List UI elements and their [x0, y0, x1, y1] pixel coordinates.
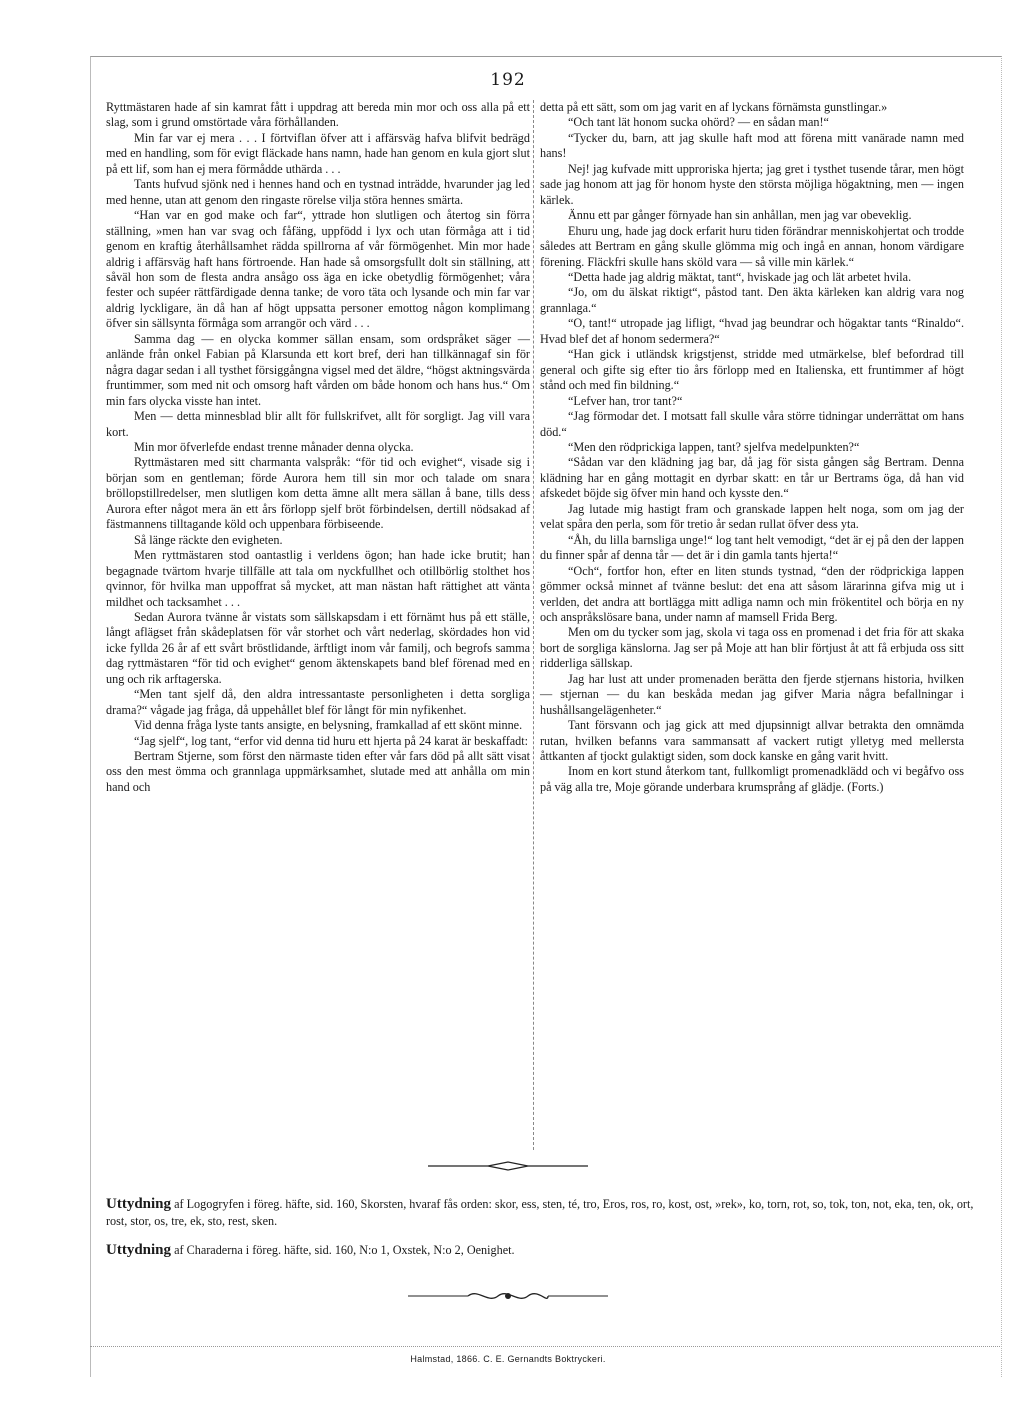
- column-divider: [533, 100, 534, 1150]
- paragraph: Nej! jag kufvade mitt upproriska hjerta; jag gret i tysthet tusende tårar, men högt sade jag honom att jag för honom hyste den största möjliga högaktning, men — ingen kärlek.: [540, 161, 964, 207]
- paragraph: “O, tant!“ utropade jag lifligt, “hvad jag beundrar och högaktar tants “Rinaldo“. Hvad blef det af honom sedermera?“: [540, 316, 964, 346]
- paragraph: Ryttmästaren hade af sin kamrat fått i uppdrag att bereda min mor och oss alla på ett slag, som i grund omstörtade våra förhållanden.: [106, 100, 530, 130]
- paragraph: Min far var ej mera . . . I förtviflan öfver att i affärsväg hafva blifvit bedrägd med en handling, som för evigt fläckade hans namn, hade han genom en kula gjort slut på ett lif, som han ej mera förmådde uthärda . . .: [106, 130, 530, 176]
- paragraph: “Tycker du, barn, att jag skulle haft mod att förena mitt vanärade namn med hans!: [540, 130, 964, 161]
- bottom-rule: [90, 1346, 1000, 1347]
- paragraph: “Åh, du lilla barnsliga unge!“ log tant helt vemodigt, “det är ej på den der lappen du finner spår af denna tår — det är i din gamla tants hjerta!“: [540, 532, 964, 563]
- paragraph: Min mor öfverlefde endast trenne månader denna olycka.: [134, 439, 414, 454]
- paragraph: Men om du tycker som jag, skola vi taga oss en promenad i det fria för att skaka bort de sorgliga känslorna. Jag ser på Moje att han blir förtjust åt att få erbjuda oss sitt ridderliga sällskap.: [540, 625, 964, 671]
- ornament-divider-bottom: [0, 1288, 1016, 1308]
- paragraph: Vid denna fråga lyste tants ansigte, en belysning, framkallad af ett skönt minne.: [134, 718, 523, 733]
- page-number: 192: [490, 70, 526, 90]
- paragraph: “Han var en god make och far“, yttrade hon slutligen och återtog sin förra ställning, »men han var svag och fåfäng, uppfödd i lyx och utan förmåga att i tid genom en kraftig återhållsamhet rädda spillrorna af vår förmögenhet. Min mor hade aldrig i affärsväg haft hans förtroende. Han hade så omsorgsfullt dolt sin ställning, att såväl hon som de flesta andra ansågo oss äga en icke obetydlig förmögenhet; våra fester och supéer rättfärdigade denna tanke; de voro täta och lysande och min far var aldrig lyckligare, än då han af högt uppsatta personer emottog någon komplimang öfver sin sällsynta förmåga som arrangör och värd . . .: [106, 208, 530, 331]
- paragraph: “Detta hade jag aldrig mäktat, tant“, hviskade jag och lät arbetet hvila.: [568, 269, 912, 284]
- paragraph: Jag lutade mig hastigt fram och granskade lappen helt noga, som om jag der velat spåra den perla, som för tretio år sedan rullat öfver dess yta.: [540, 501, 964, 532]
- right-column: [540, 100, 964, 795]
- paragraph: Men — detta minnesblad blir allt för fullskrifvet, allt för sorgligt. Jag vill vara kort.: [106, 409, 530, 439]
- paragraph: Tants hufvud sjönk ned i hennes hand och en tystnad inträdde, hvarunder jag led med henne, utan att genom den ringaste rörelse vilja störa hennes smärta.: [106, 177, 530, 207]
- paragraph: Ännu ett par gånger förnyade han sin anhållan, men jag var obeveklig.: [568, 208, 912, 223]
- paragraph: Bertram Stjerne, som först den närmaste tiden efter vår fars död på allt sätt visat oss den mest ömma och grannlaga uppmärksamhet, slutade med att anhålla om min hand och: [106, 749, 530, 794]
- paragraph: Ryttmästaren med sitt charmanta valspråk: “för tid och evighet“, visade sig i början som en gentleman; förde Aurora hem till sin mor och talade om snara bröllopstillredelser, men slutligen kom detta ämne allt mera sällan å bane, tills dess Aurora efter något mera än ett års förlopp sjelf bröt förbindelsen, dertill nödsakad af fästmannens tilltagande köld och uppenbara förbiseende.: [106, 455, 530, 532]
- logogryph-text: af Logogryfen i föreg. häfte, sid. 160, Skorsten, hvaraf fås orden: skor, ess, sten, té, tro, Eros, ros, ro, kost, ost, »rek», ko, torn, rot, so, tok, ton, not, eka, ten, ok, ort, rost, stor, os, tre, ek, sto, rest, sken.: [106, 1197, 974, 1228]
- paragraph: Jag har lust att under promenaden berätta den fjerde stjernans historia, hvilken — stjernan — du kan beskåda medan jag gifver Maria några befallningar i hushållsangelägenheter.“: [540, 671, 964, 717]
- paragraph: “Jag sjelf“, log tant, “erfor vid denna tid huru ett hjerta på 24 karat är beskaffadt:: [134, 733, 529, 748]
- printer-imprint: Halmstad, 1866. C. E. Gernandts Boktryckeri.: [410, 1354, 606, 1364]
- paragraph: Så länge räckte den evigheten.: [134, 532, 283, 547]
- paragraph: “Och“, fortfor hon, efter en liten stunds tystnad, “den der rödprickiga lappen gömmer också minnet af tvänne beslut: det ena att såsom lärarinna gifva mig ut i verlden, det andra att bortlägga mitt adliga namn och min frökentitel och börja en ny och anspråkslösare bana, under namn af mamsell Frida Berg.: [540, 563, 964, 624]
- paragraph: Men ryttmästaren stod oantastlig i verldens ögon; han hade icke brutit; han begagnade tvärtom hvarje tillfälle att tala om nyckfullhet och otillbörlig stolthet hos qvinnor, för hvilka man uppoffrat så mycket, att man nästan haft rättighet att vänta mildhet och tacksamhet . . .: [106, 548, 530, 609]
- ornament-top-icon: [428, 1159, 588, 1173]
- charade-text: af Charaderna i föreg. häfte, sid. 160, N:o 1, Oxstek, N:o 2, Oenighet.: [174, 1243, 515, 1257]
- paragraph: “Han gick i utländsk krigstjenst, stridde med utmärkelse, blef befordrad till general och gifte sig efter tio års förlopp med en Italienska, ett fruntimmer af högt stånd och med fin bildning.“: [540, 347, 964, 393]
- left-column: [106, 100, 530, 795]
- paragraph: “Jo, om du älskat riktigt“, påstod tant. Den äkta kärleken kan aldrig vara nog grannlaga.“: [540, 285, 964, 315]
- paragraph: “Jag förmodar det. I motsatt fall skulle våra större tidningar underrättat om hans död.“: [540, 409, 964, 439]
- paragraph: “Men tant sjelf då, den aldra intressantaste personligheten i detta sorgliga drama?“ vågade jag fråga, då uppehållet blef för långt för min nyfikenhet.: [106, 687, 530, 717]
- charade-heading: Uttydning: [106, 1242, 172, 1258]
- ornament-bottom-icon: [408, 1288, 608, 1304]
- paragraph: Ehuru ung, hade jag dock erfarit huru tiden förändrar menniskohjertat och trodde således att Bertram en gång skulle glömma mig och ingå en annan, honom värdigare förening. Fläckfri skulle hans sköld vara — så ville min kärlek.“: [540, 223, 964, 269]
- paragraph: “Och tant lät honom sucka ohörd? — en sådan man!“: [568, 115, 829, 130]
- paragraph: “Men den rödprickiga lappen, tant? sjelfva medelpunkten?“: [568, 439, 860, 454]
- paragraph: “Sådan var den klädning jag bar, då jag för sista gången såg Bertram. Denna klädning har en gång mottagit en dyrbar skatt: en tår ur Bertrams öga, då han vid afskedet böjde sig öfver min hand och kysste den.“: [540, 455, 964, 501]
- paragraph: Sedan Aurora tvänne år vistats som sällskapsdam i ett förnämt hus på ett ställe, långt aflägset från skådeplatsen för vår storhet och vårt nederlag, skördades hon vid icke fyllda 26 år af ett svårt bröstlidande, ärftligt inom vår familj, och begrofs samma dag ryttmästaren “för tid och evighet“ genom äktenskapets band blef förenad med en ung och rik arftagerska.: [106, 609, 530, 686]
- logogryph-solution: [106, 1196, 986, 1230]
- paragraph: “Lefver han, tror tant?“: [568, 393, 683, 408]
- ornament-divider-top: [0, 1158, 1016, 1177]
- paragraph: Tant försvann och jag gick att med djupsinnigt allvar betrakta den omnämda rutan, hvilken befanns vara sammansatt af vackert rutigt ylletyg med mellersta åttkanten af tjockt gulaktigt siden, som dock kanske en gång varit hvitt.: [540, 718, 964, 764]
- charade-solution: [106, 1242, 986, 1259]
- paragraph: detta på ett sätt, som om jag varit en af lyckans förnämsta gunstlingar.»: [540, 100, 888, 114]
- logogryph-heading: Uttydning: [106, 1196, 172, 1212]
- paragraph: Inom en kort stund återkom tant, fullkomligt promenadklädd och vi begåfvo oss på väg alla tre, Moje görande underbara krumsprång af glädje. (Forts.): [540, 764, 964, 794]
- paragraph: Samma dag — en olycka kommer sällan ensam, som ordspråket säger — anlände från onkel Fabian på Klarsunda ett kort bref, deri han tillkännagaf sin för några dagar sedan i all tysthet försiggångna vigsel med det äldre, “högst aktningsvärda fruntimmer, som med nit och omsorg haft vården om både honom och hans hus.“ Om min fars olycka visste han intet.: [106, 331, 530, 408]
